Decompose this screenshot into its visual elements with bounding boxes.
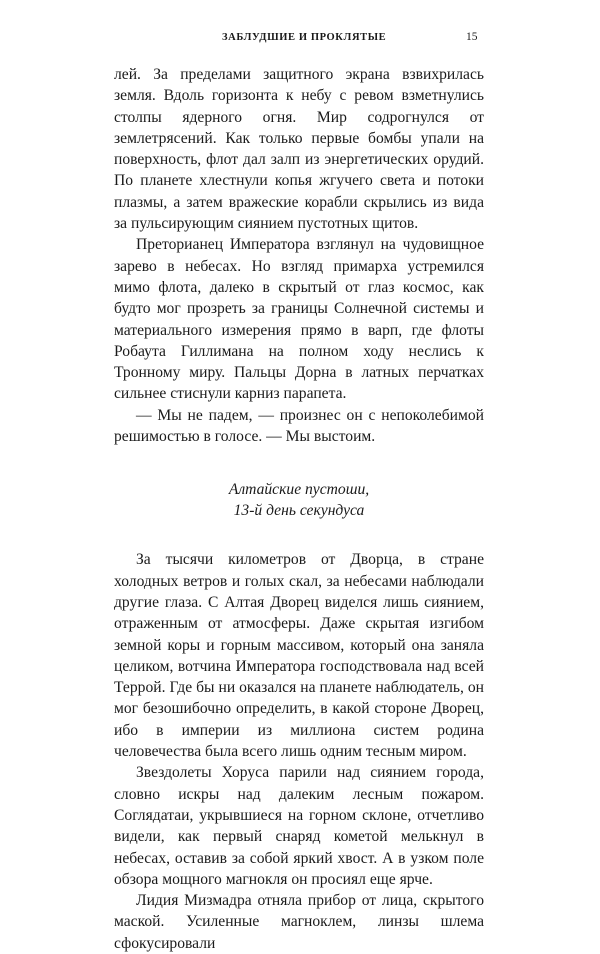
paragraph-4: За тысячи километров от Дворца, в стране холодных ветров и голых скал, за небесами наблюдали другие глаза. С Алтая Дворец виделся лишь сиянием, отраженным от атмосферы. Даже скрытая изгибом земной коры и горным массивом, который она заняла целиком, вотчина Императора господствовала над всей Террой. Где бы ни оказался на планете наблюдатель, он мог безошибочно определить, в какой стороне Дворец, ибо в империи из миллиона систем родина человечества была всего лишь одним тесным миром. — [114, 551, 484, 761]
paragraph-6: Лидия Мизмадра отняла прибор от лица, скрытого маской. Усиленные магноклем, линзы шлема сфокусировали — [114, 892, 484, 952]
section-heading-date: 13-й день секундуса — [233, 502, 365, 520]
paragraph-3: — Мы не падем, — произнес он с непоколебимой решимостью в голосе. — Мы выстоим. — [114, 406, 484, 446]
paragraph-2: Преторианец Императора взглянул на чудовищное зарево в небесах. Но взгляд примарха устремился мимо флота, далеко в скрытый от глаз космос, как будто мог прозреть за границы Солнечной системы и материального измерения прямо в варп, где флоты Робаута Гиллимана на полном ходу неслись к Тронному миру. Пальцы Дорна в латных перчатках сильнее стиснули карниз парапета. — [114, 236, 484, 403]
page-number: 15 — [466, 31, 478, 43]
section-heading-location: Алтайские пустоши, — [228, 481, 370, 499]
paragraph-1: лей. За пределами защитного экрана взвихрилась земля. Вдоль горизонта к небу с ревом взметнулись столпы ядерного огня. Мир содрогнулся от землетрясений. Как только первые бомбы упали на поверхность, флот дал залп из энергетических орудий. По планете хлестнули копья жгучего света и потоки плазмы, а затем вражеские корабли скрылись из вида за пульсирующим сиянием пустотных щитов. — [114, 66, 484, 233]
running-head-title: ЗАБЛУДШИЕ И ПРОКЛЯТЫЕ — [222, 32, 387, 43]
paragraph-5: Звездолеты Хоруса парили над сиянием города, словно искры над далеким лесным пожаром. Соглядатаи, укрывшиеся на горном склоне, отчетливо видели, как первый снаряд кометой мелькнул в небесах, оставив за собой яркий хвост. А в узком поле обзора мощного магнокля он просиял еще ярче. — [114, 764, 484, 888]
body-text — [114, 64, 484, 954]
section-heading — [114, 479, 484, 521]
